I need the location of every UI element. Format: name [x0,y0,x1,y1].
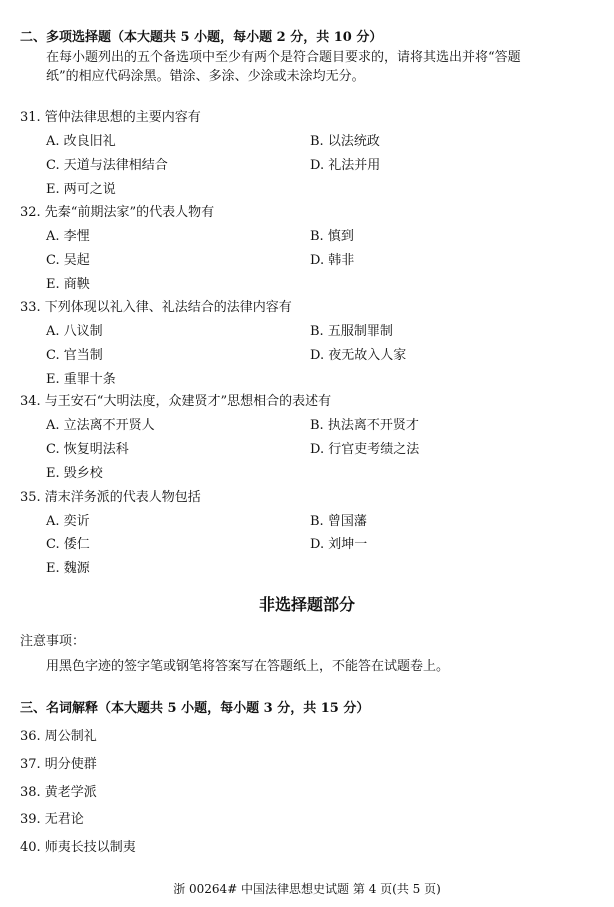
option-e: E. 两可之说 [46,182,116,197]
question-stem: 33. 下列体现以礼入律、礼法结合的法律内容有 [20,300,292,315]
section2-instruction-line1: 在每小题列出的五个备选项中至少有两个是符合题目要求的，请将其选出并将“答题 [46,50,521,65]
option-c: C. 倭仁 [46,537,90,552]
option-c: C. 天道与法律相结合 [46,158,168,173]
section2-header: 二、多项选择题（本大题共 5 小题，每小题 2 分，共 10 分） [20,30,383,45]
option-c: C. 官当制 [46,348,103,363]
option-a: A. 改良旧礼 [46,134,116,149]
notice-label: 注意事项： [20,634,86,649]
option-a: A. 奕䜣 [46,514,90,529]
option-b: B. 以法统政 [310,134,380,149]
option-e: E. 重罪十条 [46,372,116,387]
option-b: B. 五服制罪制 [310,324,393,339]
option-e: E. 魏源 [46,561,90,576]
part-title: 非选择题部分 [258,595,355,614]
option-a: A. 八议制 [46,324,103,339]
option-c: C. 恢复明法科 [46,442,129,457]
question-stem: 32. 先秦“前期法家”的代表人物有 [20,205,215,220]
option-d: D. 韩非 [310,253,355,268]
option-d: D. 刘坤一 [310,537,368,552]
term-item: 38. 黄老学派 [20,785,97,800]
option-c: C. 吴起 [46,253,90,268]
section3-header: 三、名词解释（本大题共 5 小题，每小题 3 分，共 15 分） [20,701,370,716]
term-item: 36. 周公制礼 [20,729,97,744]
question-stem: 34. 与王安石“大明法度，众建贤才”思想相合的表述有 [20,394,332,409]
option-d: D. 礼法并用 [310,158,381,173]
option-d: D. 夜无故入人家 [310,348,407,363]
option-b: B. 执法离不开贤才 [310,418,419,433]
term-item: 37. 明分使群 [20,757,97,772]
option-b: B. 慎到 [310,229,354,244]
term-item: 40. 师夷长技以制夷 [20,840,136,855]
option-d: D. 行官吏考绩之法 [310,442,420,457]
option-b: B. 曾国藩 [310,514,367,529]
notice-text: 用黑色字迹的签字笔或钢笔将答案写在答题纸上，不能答在试题卷上。 [46,659,450,674]
option-e: E. 毁乡校 [46,466,103,481]
section2-instruction-line2: 纸”的相应代码涂黑。错涂、多涂、少涂或未涂均无分。 [46,69,365,84]
question-stem: 31. 管仲法律思想的主要内容有 [20,110,201,125]
option-e: E. 商鞅 [46,277,90,292]
option-a: A. 李悝 [46,229,90,244]
term-item: 39. 无君论 [20,812,84,827]
option-a: A. 立法离不开贤人 [46,418,155,433]
page-footer: 浙 00264# 中国法律思想史试题 第 4 页(共 5 页) [173,882,441,896]
question-stem: 35. 清末洋务派的代表人物包括 [20,490,201,505]
